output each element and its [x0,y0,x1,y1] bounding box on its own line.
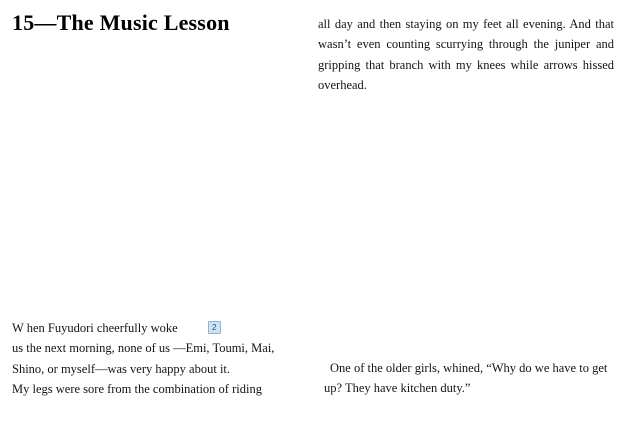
paragraph-1-first-line: W hen Fuyudori cheerfully woke [12,321,178,335]
left-column-paragraph-1 [12,318,304,379]
right-column [318,0,616,421]
right-column-top-paragraph: all day and then staying on my feet all evening. And that wasn’t even counting scurrying through the juniper and gripping that branch with my knees while arrows hissed overhead. [318,17,614,92]
annotation-marker-icon[interactable]: 2 [208,321,221,334]
right-column-bottom-block [324,358,614,399]
page-title: 15—The Music Lesson [12,10,230,35]
left-column-body [12,318,304,399]
right-column-bottom-paragraph: One of the older girls, whined, “Why do we have to get up? They have kitchen duty.” [324,361,608,396]
paragraph-1-continuation: us the next morning, none of us —Emi, Toumi, Mai, Shino, or myself—was very happy about it. [12,341,275,376]
left-column-paragraph-2: My legs were sore from the combination of riding [12,381,262,396]
left-column [12,0,304,421]
